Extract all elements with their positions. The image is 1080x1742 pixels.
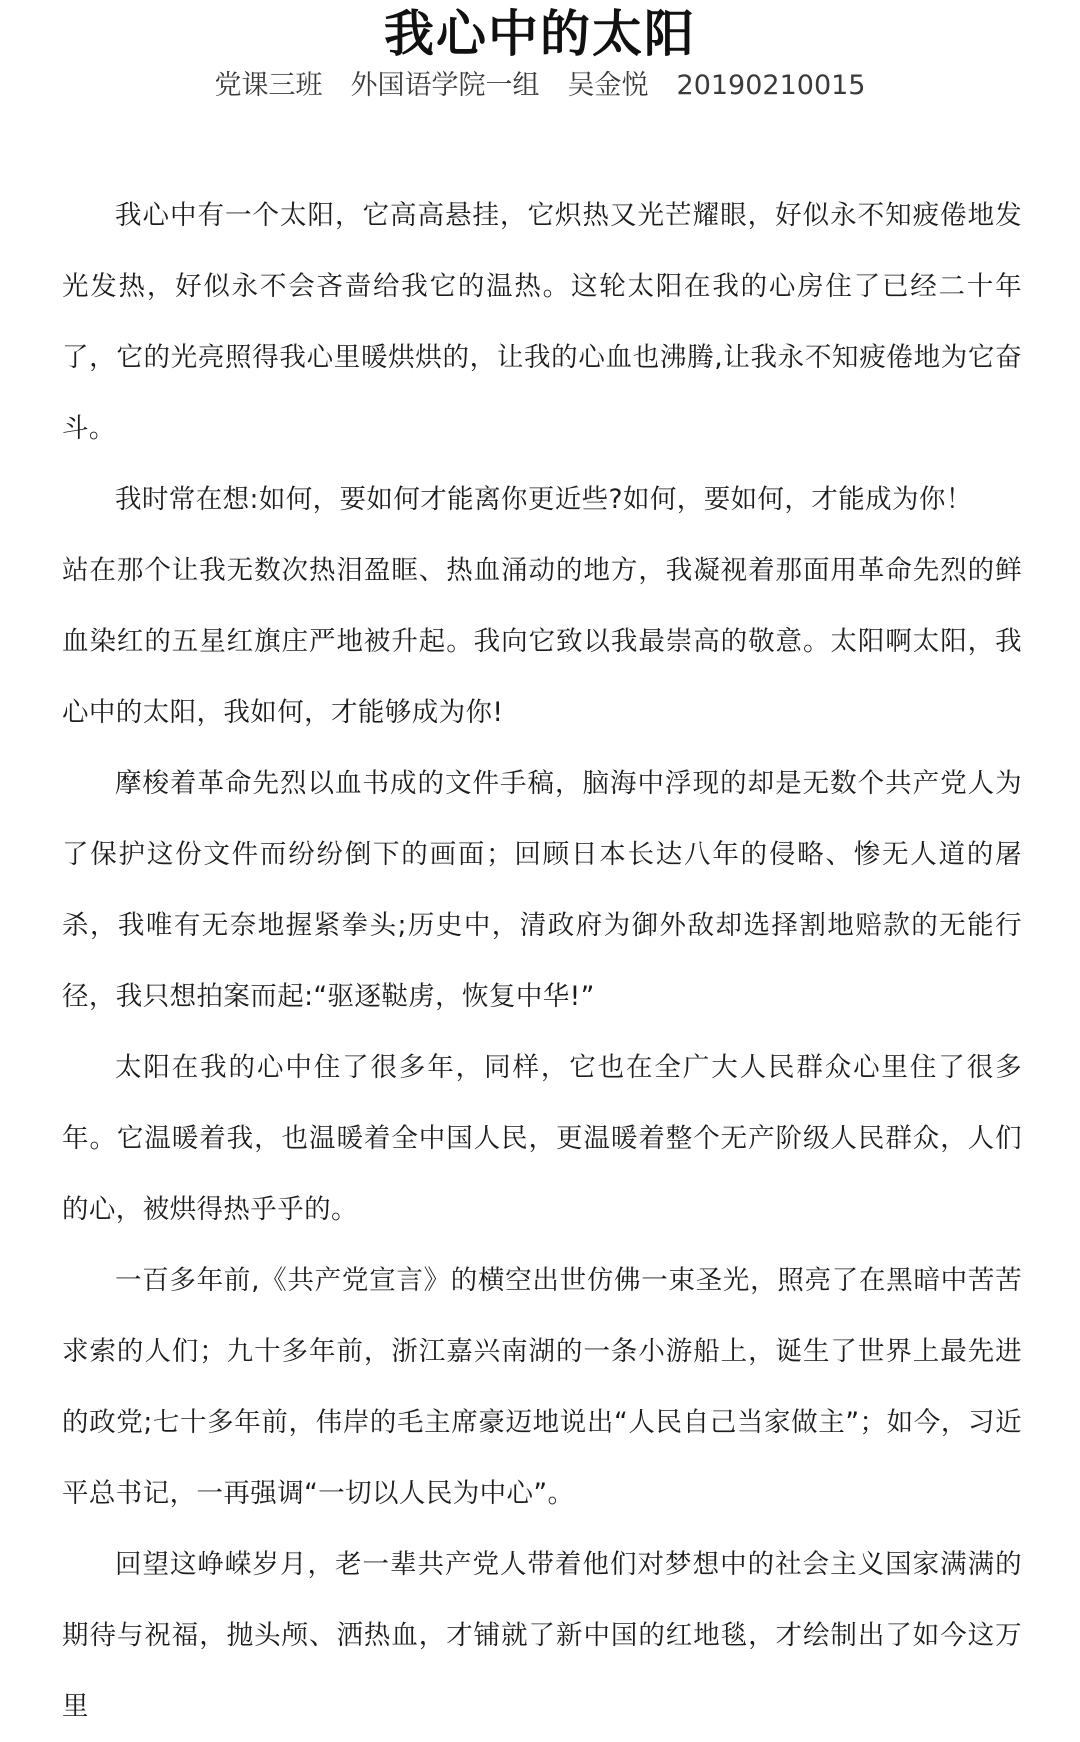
paragraph: 我时常在想:如何，要如何才能离你更近些?如何，要如何，才能成为你！ [115, 484, 973, 515]
byline-class: 党课三班 [214, 70, 323, 101]
byline-student-id: 20190210015 [676, 70, 866, 101]
paragraph: 回望这峥嵘岁月，老一辈共产党人带着他们对梦想中的社会主义国家满满的期待与祝福，抛头颅、洒热血，才铺就了新中国的红地毯，才绘制出了如今这万里 [62, 1549, 1022, 1722]
paragraph: 太阳在我的心中住了很多年，同样，它也在全广大人民群众心里住了很多年。它温暖着我，也温暖着全中国人民，更温暖着整个无产阶级人民群众，人们的心，被烘得热乎乎的。 [62, 1052, 1022, 1225]
document-body [62, 180, 1022, 1742]
byline-group: 外国语学院一组 [350, 70, 540, 101]
byline [0, 66, 1080, 106]
paragraph: 站在那个让我无数次热泪盈眶、热血涌动的地方，我凝视着那面用革命先烈的鲜血染红的五星红旗庄严地被升起。我向它致以我最崇高的敬意。太阳啊太阳，我心中的太阳，我如何，才能够成为你! [62, 555, 1022, 728]
byline-author: 吴金悦 [567, 70, 649, 101]
document-title: 我心中的太阳 [384, 5, 696, 63]
paragraph: 我心中有一个太阳，它高高悬挂，它炽热又光芒耀眼，好似永不知疲倦地发光发热，好似永不会吝啬给我它的温热。这轮太阳在我的心房住了已经二十年了，它的光亮照得我心里暖烘烘的，让我的心血也沸腾,让我永不知疲倦地为它奋斗。 [62, 200, 1022, 444]
paragraph: 一百多年前,《共产党宣言》的横空出世仿佛一束圣光，照亮了在黑暗中苦苦求索的人们；九十多年前，浙江嘉兴南湖的一条小游船上，诞生了世界上最先进的政党;七十多年前，伟岸的毛主席豪迈地说出“人民自己当家做主”；如今，习近平总书记，一再强调“一切以人民为中心”。 [62, 1265, 1022, 1509]
paragraph: 摩梭着革命先烈以血书成的文件手稿，脑海中浮现的却是无数个共产党人为了保护这份文件而纷纷倒下的画面；回顾日本长达八年的侵略、惨无人道的屠杀，我唯有无奈地握紧拳头;历史中，清政府为御外敌却选择割地赔款的无能行径，我只想拍案而起:“驱逐鞑虏，恢复中华!” [62, 768, 1022, 1012]
